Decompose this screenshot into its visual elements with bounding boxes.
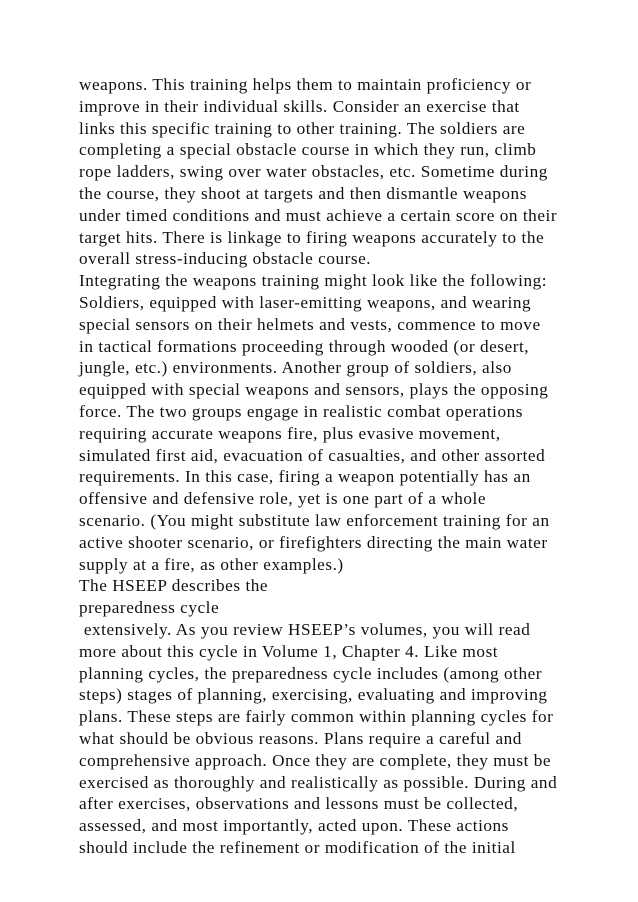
text-line: requiring accurate weapons fire, plus evasive movement, xyxy=(79,423,501,443)
text-line: The HSEEP describes the xyxy=(79,576,269,596)
text-line: in tactical formations proceeding through wooded (or desert, xyxy=(79,336,530,356)
text-line: steps) stages of planning, exercising, evaluating and improving xyxy=(79,685,548,705)
text-line: rope ladders, swing over water obstacles, etc. Sometime during xyxy=(79,162,548,182)
text-line: jungle, etc.) environments. Another group of soldiers, also xyxy=(79,358,512,378)
text-line: target hits. There is linkage to firing weapons accurately to the xyxy=(79,227,545,247)
text-line: offensive and defensive role, yet is one part of a whole xyxy=(79,489,487,509)
text-line: preparedness cycle xyxy=(79,598,220,618)
text-line: should include the refinement or modification of the initial xyxy=(79,837,516,857)
text-line: after exercises, observations and lessons must be collected, xyxy=(79,794,519,814)
text-line: the course, they shoot at targets and then dismantle weapons xyxy=(79,183,527,203)
text-line: overall stress-inducing obstacle course. xyxy=(79,249,372,269)
text-line: equipped with special weapons and sensors, plays the opposing xyxy=(79,380,549,400)
text-line: scenario. (You might substitute law enforcement training for an xyxy=(79,510,550,530)
text-line: what should be obvious reasons. Plans require a careful and xyxy=(79,728,522,748)
text-line: Integrating the weapons training might look like the following: xyxy=(79,271,548,291)
text-line: requirements. In this case, firing a weapon potentially has an xyxy=(79,467,531,487)
text-line: simulated first aid, evacuation of casualties, and other assorted xyxy=(79,445,546,465)
body-text xyxy=(79,74,599,859)
text-line: links this specific training to other training. The soldiers are xyxy=(79,118,526,138)
text-line: assessed, and most importantly, acted upon. These actions xyxy=(79,816,509,836)
text-line: special sensors on their helmets and vests, commence to move xyxy=(79,314,541,334)
text-line: weapons. This training helps them to maintain proficiency or xyxy=(79,75,532,94)
text-line: exercised as thoroughly and realistically as possible. During and xyxy=(79,772,558,792)
text-line: planning cycles, the preparedness cycle includes (among other xyxy=(79,663,543,683)
text-line: supply at a fire, as other examples.) xyxy=(79,554,344,574)
text-line: more about this cycle in Volume 1, Chapter 4. Like most xyxy=(79,641,499,661)
text-line: comprehensive approach. Once they are complete, they must be xyxy=(79,750,552,770)
text-line: plans. These steps are fairly common within planning cycles for xyxy=(79,707,554,727)
text-line: completing a special obstacle course in which they run, climb xyxy=(79,140,537,160)
text-line: under timed conditions and must achieve a certain score on their xyxy=(79,205,558,225)
text-line: active shooter scenario, or firefighters directing the main water xyxy=(79,532,548,552)
text-line: Soldiers, equipped with laser-emitting weapons, and wearing xyxy=(79,292,532,312)
text-line: extensively. As you review HSEEP’s volumes, you will read xyxy=(79,619,531,639)
text-line: force. The two groups engage in realistic combat operations xyxy=(79,401,524,421)
text-line: improve in their individual skills. Consider an exercise that xyxy=(79,96,520,116)
